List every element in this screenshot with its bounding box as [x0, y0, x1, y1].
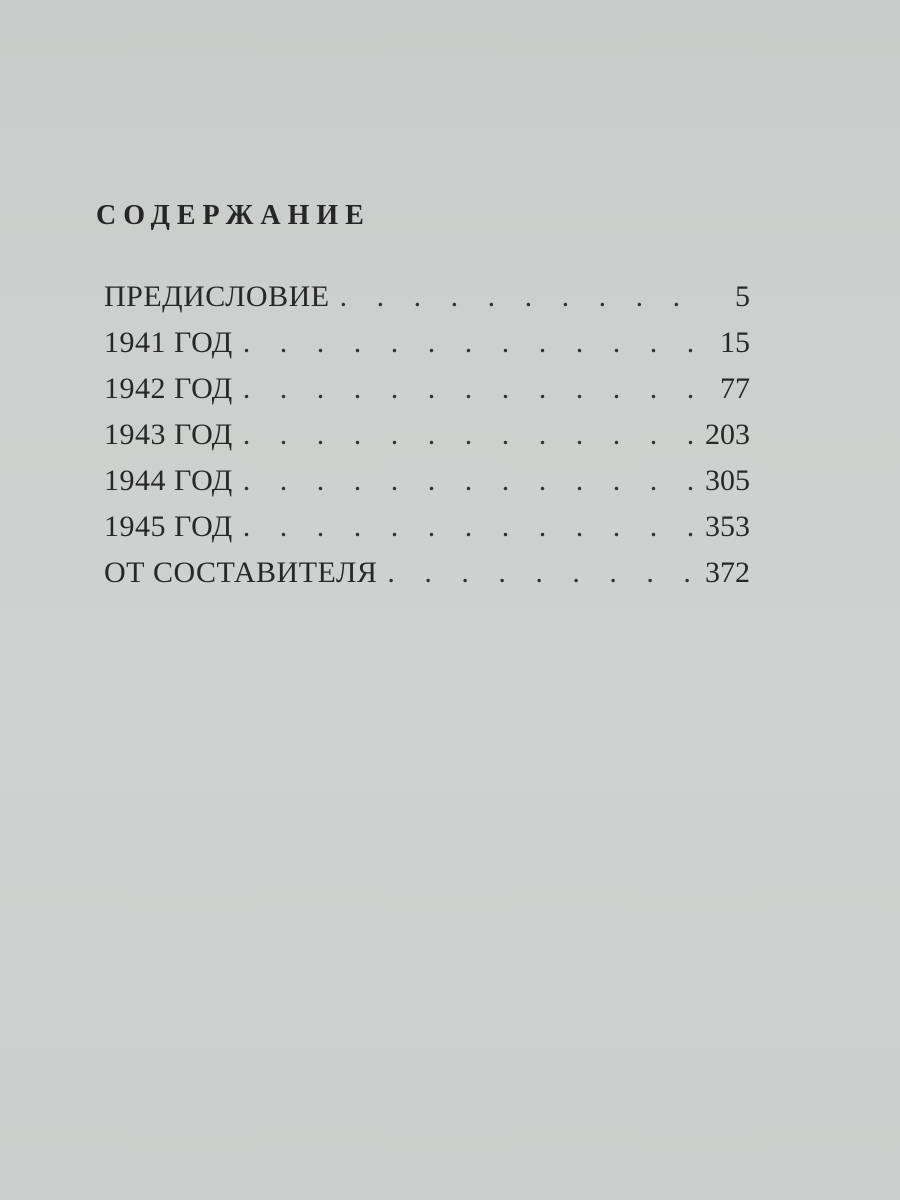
toc-entry-preface [104, 280, 750, 326]
toc-entry-1944 [104, 464, 750, 510]
toc-entry-title: 1941 ГОД [104, 326, 233, 359]
toc-entry-title: 1945 ГОД [104, 510, 233, 543]
toc-entry-page: 353 [705, 510, 750, 543]
toc-entry-from-compiler [104, 556, 750, 602]
toc-entry-page: 203 [705, 418, 750, 451]
toc-entry-1941 [104, 326, 750, 372]
toc-entry-page: 77 [720, 372, 750, 405]
toc-entry-title: ОТ СОСТАВИТЕЛЯ [104, 556, 378, 589]
toc-leader-dots [387, 556, 699, 590]
toc-entry-page: 305 [705, 464, 750, 497]
toc-entry-title: 1944 ГОД [104, 464, 233, 497]
toc-leader-dots [340, 280, 704, 314]
toc-entry-title: 1942 ГОД [104, 372, 233, 405]
toc-leader-dots [243, 464, 699, 498]
toc-entry-1945 [104, 510, 750, 556]
toc-entry-title: 1943 ГОД [104, 418, 233, 451]
toc-list [104, 280, 750, 602]
toc-leader-dots [243, 326, 704, 360]
toc-entry-page: 5 [735, 280, 750, 313]
toc-entry-page: 15 [720, 326, 750, 359]
toc-leader-dots [243, 418, 699, 452]
toc-heading: СОДЕРЖАНИЕ [96, 200, 371, 231]
toc-leader-dots [243, 372, 704, 406]
toc-entry-1942 [104, 372, 750, 418]
toc-leader-dots [243, 510, 699, 544]
toc-entry-title: ПРЕДИСЛОВИЕ [104, 280, 330, 313]
toc-entry-page: 372 [705, 556, 750, 589]
toc-entry-1943 [104, 418, 750, 464]
